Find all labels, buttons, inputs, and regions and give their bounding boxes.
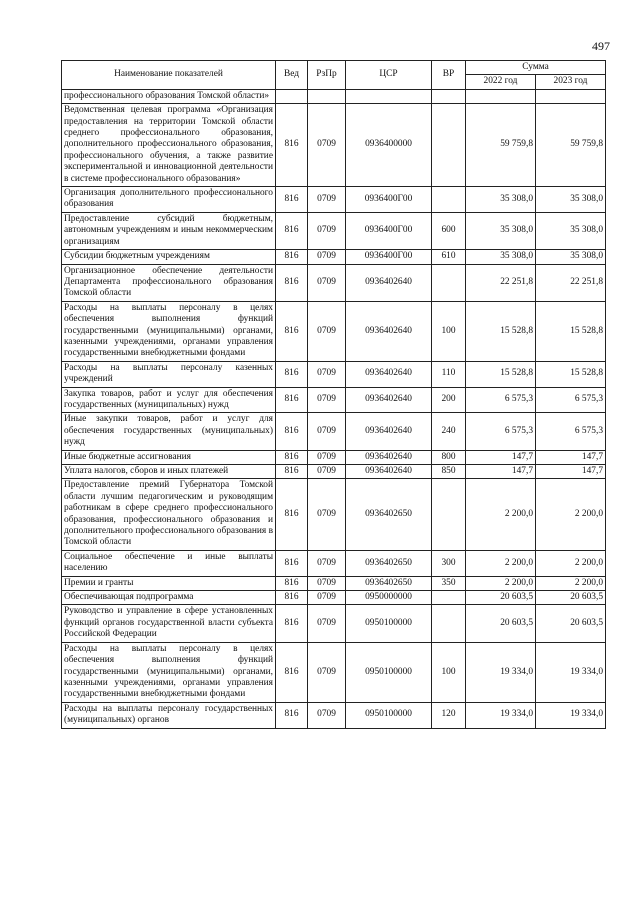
row-vr-cell: 350 — [432, 576, 466, 590]
row-sum-2022-cell: 35 308,0 — [466, 212, 536, 249]
header-sum: Сумма — [466, 61, 606, 75]
row-ved-cell: 816 — [276, 450, 308, 464]
row-sum-2022-cell: 15 528,8 — [466, 301, 536, 361]
row-rzpr-cell: 0709 — [308, 361, 346, 387]
row-vr-cell — [432, 264, 466, 301]
row-ved-cell: 816 — [276, 361, 308, 387]
row-sum-2022-cell: 147,7 — [466, 450, 536, 464]
row-vr-cell — [432, 89, 466, 103]
row-name-cell: Организация дополнительного профессионального образования — [62, 187, 276, 213]
row-rzpr-cell: 0709 — [308, 264, 346, 301]
row-name-cell: Предоставление премий Губернатора Томской области лучшим педагогическим и руководящим работникам в сфере среднего профессионального образования, профессионального образования и дополнительного профессионального образования в Томской области — [62, 479, 276, 550]
table-row — [62, 465, 606, 479]
header-year-2023: 2023 год — [536, 75, 606, 89]
row-rzpr-cell: 0709 — [308, 187, 346, 213]
row-name-cell: Предоставление субсидий бюджетным, автономным учреждениям и иным некоммерческим организациям — [62, 212, 276, 249]
row-vr-cell: 300 — [432, 550, 466, 576]
row-sum-2022-cell: 59 759,8 — [466, 104, 536, 187]
table-row — [62, 450, 606, 464]
row-csr-cell: 0950000000 — [346, 591, 432, 605]
row-rzpr-cell: 0709 — [308, 387, 346, 413]
row-name-cell: Ведомственная целевая программа «Организация предоставления на территории Томской области среднего профессионального образования, дополнительного профессионального образования, профессионального обучения, а также развитие экспериментальной и инновационной деятельности в системе профессионального образования» — [62, 104, 276, 187]
row-rzpr-cell: 0709 — [308, 301, 346, 361]
row-name-cell: Иные бюджетные ассигнования — [62, 450, 276, 464]
row-sum-2022-cell: 35 308,0 — [466, 250, 536, 264]
row-rzpr-cell: 0709 — [308, 250, 346, 264]
row-name-cell: Организационное обеспечение деятельности Департамента профессионального образования Томской области — [62, 264, 276, 301]
row-ved-cell: 816 — [276, 591, 308, 605]
row-rzpr-cell: 0709 — [308, 702, 346, 728]
row-vr-cell — [432, 187, 466, 213]
row-rzpr-cell: 0709 — [308, 104, 346, 187]
row-rzpr-cell: 0709 — [308, 450, 346, 464]
row-sum-2022-cell: 2 200,0 — [466, 550, 536, 576]
row-sum-2023-cell: 19 334,0 — [536, 702, 606, 728]
row-csr-cell: 0936402640 — [346, 301, 432, 361]
row-csr-cell: 0936402640 — [346, 465, 432, 479]
row-sum-2023-cell — [536, 89, 606, 103]
row-ved-cell: 816 — [276, 301, 308, 361]
row-sum-2023-cell: 6 575,3 — [536, 413, 606, 450]
row-sum-2023-cell: 2 200,0 — [536, 576, 606, 590]
row-csr-cell: 0936402640 — [346, 264, 432, 301]
row-sum-2022-cell: 20 603,5 — [466, 605, 536, 642]
row-sum-2022-cell — [466, 89, 536, 103]
row-rzpr-cell: 0709 — [308, 576, 346, 590]
row-name-cell: Обеспечивающая подпрограмма — [62, 591, 276, 605]
row-csr-cell: 0936400Г00 — [346, 212, 432, 249]
table-row — [62, 250, 606, 264]
table-row — [62, 387, 606, 413]
row-sum-2022-cell: 22 251,8 — [466, 264, 536, 301]
row-ved-cell: 816 — [276, 605, 308, 642]
table-row — [62, 264, 606, 301]
row-sum-2022-cell: 2 200,0 — [466, 576, 536, 590]
row-csr-cell: 0936400000 — [346, 104, 432, 187]
row-csr-cell: 0936402650 — [346, 550, 432, 576]
header-name: Наименование показателей — [62, 61, 276, 90]
row-ved-cell: 816 — [276, 413, 308, 450]
row-ved-cell — [276, 89, 308, 103]
row-csr-cell: 0936402650 — [346, 576, 432, 590]
row-csr-cell: 0936400Г00 — [346, 250, 432, 264]
row-rzpr-cell: 0709 — [308, 642, 346, 702]
header-year-2022: 2022 год — [466, 75, 536, 89]
row-rzpr-cell: 0709 — [308, 212, 346, 249]
row-sum-2022-cell: 6 575,3 — [466, 413, 536, 450]
table-row — [62, 361, 606, 387]
row-name-cell: Расходы на выплаты персоналу в целях обеспечения выполнения функций государственными (муниципальными) органами, казенными учреждениями, органами управления государственными внебюджетными фондами — [62, 642, 276, 702]
row-name-cell: Расходы на выплаты персоналу казенных учреждений — [62, 361, 276, 387]
row-ved-cell: 816 — [276, 465, 308, 479]
row-sum-2022-cell: 19 334,0 — [466, 642, 536, 702]
row-ved-cell: 816 — [276, 642, 308, 702]
row-sum-2023-cell: 19 334,0 — [536, 642, 606, 702]
row-ved-cell: 816 — [276, 250, 308, 264]
row-name-cell: Премии и гранты — [62, 576, 276, 590]
row-vr-cell: 240 — [432, 413, 466, 450]
row-sum-2022-cell: 19 334,0 — [466, 702, 536, 728]
table-row — [62, 479, 606, 550]
row-sum-2023-cell: 20 603,5 — [536, 605, 606, 642]
row-csr-cell: 0936402640 — [346, 413, 432, 450]
row-sum-2022-cell: 15 528,8 — [466, 361, 536, 387]
row-sum-2022-cell: 35 308,0 — [466, 187, 536, 213]
row-ved-cell: 816 — [276, 550, 308, 576]
row-sum-2023-cell: 6 575,3 — [536, 387, 606, 413]
row-ved-cell: 816 — [276, 212, 308, 249]
row-vr-cell: 200 — [432, 387, 466, 413]
row-sum-2022-cell: 20 603,5 — [466, 591, 536, 605]
row-name-cell: Уплата налогов, сборов и иных платежей — [62, 465, 276, 479]
row-vr-cell: 600 — [432, 212, 466, 249]
row-name-cell: профессионального образования Томской области» — [62, 89, 276, 103]
budget-table — [61, 60, 606, 729]
row-name-cell: Иные закупки товаров, работ и услуг для обеспечения государственных (муниципальных) нужд — [62, 413, 276, 450]
row-sum-2022-cell: 2 200,0 — [466, 479, 536, 550]
row-rzpr-cell: 0709 — [308, 465, 346, 479]
row-ved-cell: 816 — [276, 264, 308, 301]
row-csr-cell: 0950100000 — [346, 605, 432, 642]
table-header — [62, 61, 606, 90]
row-vr-cell: 100 — [432, 301, 466, 361]
table-row — [62, 89, 606, 103]
row-vr-cell: 850 — [432, 465, 466, 479]
row-sum-2022-cell: 6 575,3 — [466, 387, 536, 413]
row-csr-cell: 0936402650 — [346, 479, 432, 550]
row-rzpr-cell — [308, 89, 346, 103]
row-vr-cell: 120 — [432, 702, 466, 728]
row-ved-cell: 816 — [276, 576, 308, 590]
table-row — [62, 550, 606, 576]
row-csr-cell: 0950100000 — [346, 642, 432, 702]
row-vr-cell: 800 — [432, 450, 466, 464]
header-rzpr: РзПр — [308, 61, 346, 90]
row-sum-2023-cell: 147,7 — [536, 465, 606, 479]
row-rzpr-cell: 0709 — [308, 413, 346, 450]
row-rzpr-cell: 0709 — [308, 479, 346, 550]
row-name-cell: Расходы на выплаты персоналу государственных (муниципальных) органов — [62, 702, 276, 728]
row-vr-cell — [432, 591, 466, 605]
page-number: 497 — [592, 39, 610, 53]
row-name-cell: Социальное обеспечение и иные выплаты населению — [62, 550, 276, 576]
row-csr-cell — [346, 89, 432, 103]
row-sum-2022-cell: 147,7 — [466, 465, 536, 479]
row-vr-cell — [432, 605, 466, 642]
row-name-cell: Субсидии бюджетным учреждениям — [62, 250, 276, 264]
row-ved-cell: 816 — [276, 104, 308, 187]
header-ved: Вед — [276, 61, 308, 90]
table-row — [62, 187, 606, 213]
row-vr-cell — [432, 479, 466, 550]
row-sum-2023-cell: 22 251,8 — [536, 264, 606, 301]
row-name-cell: Руководство и управление в сфере установленных функций органов государственной власти субъекта Российской Федерации — [62, 605, 276, 642]
row-sum-2023-cell: 35 308,0 — [536, 187, 606, 213]
table-row — [62, 301, 606, 361]
row-csr-cell: 0936402640 — [346, 387, 432, 413]
table-row — [62, 576, 606, 590]
row-vr-cell: 100 — [432, 642, 466, 702]
row-csr-cell: 0936402640 — [346, 450, 432, 464]
row-name-cell: Расходы на выплаты персоналу в целях обеспечения выполнения функций государственными (муниципальными) органами, казенными учреждениями, органами управления государственными внебюджетными фондами — [62, 301, 276, 361]
header-csr: ЦСР — [346, 61, 432, 90]
table-row — [62, 591, 606, 605]
row-ved-cell: 816 — [276, 187, 308, 213]
row-vr-cell: 610 — [432, 250, 466, 264]
row-name-cell: Закупка товаров, работ и услуг для обеспечения государственных (муниципальных) нужд — [62, 387, 276, 413]
row-ved-cell: 816 — [276, 387, 308, 413]
row-vr-cell — [432, 104, 466, 187]
row-vr-cell: 110 — [432, 361, 466, 387]
table-row — [62, 605, 606, 642]
row-sum-2023-cell: 20 603,5 — [536, 591, 606, 605]
row-sum-2023-cell: 35 308,0 — [536, 250, 606, 264]
table-row — [62, 642, 606, 702]
row-rzpr-cell: 0709 — [308, 605, 346, 642]
row-csr-cell: 0950100000 — [346, 702, 432, 728]
row-sum-2023-cell: 15 528,8 — [536, 301, 606, 361]
row-csr-cell: 0936400Г00 — [346, 187, 432, 213]
row-ved-cell: 816 — [276, 702, 308, 728]
row-sum-2023-cell: 35 308,0 — [536, 212, 606, 249]
table-row — [62, 702, 606, 728]
row-rzpr-cell: 0709 — [308, 550, 346, 576]
row-sum-2023-cell: 2 200,0 — [536, 550, 606, 576]
row-sum-2023-cell: 59 759,8 — [536, 104, 606, 187]
row-sum-2023-cell: 2 200,0 — [536, 479, 606, 550]
row-ved-cell: 816 — [276, 479, 308, 550]
table-row — [62, 104, 606, 187]
row-rzpr-cell: 0709 — [308, 591, 346, 605]
table-row — [62, 212, 606, 249]
header-vr: ВР — [432, 61, 466, 90]
row-sum-2023-cell: 147,7 — [536, 450, 606, 464]
row-sum-2023-cell: 15 528,8 — [536, 361, 606, 387]
table-row — [62, 413, 606, 450]
table-body — [62, 89, 606, 728]
row-csr-cell: 0936402640 — [346, 361, 432, 387]
